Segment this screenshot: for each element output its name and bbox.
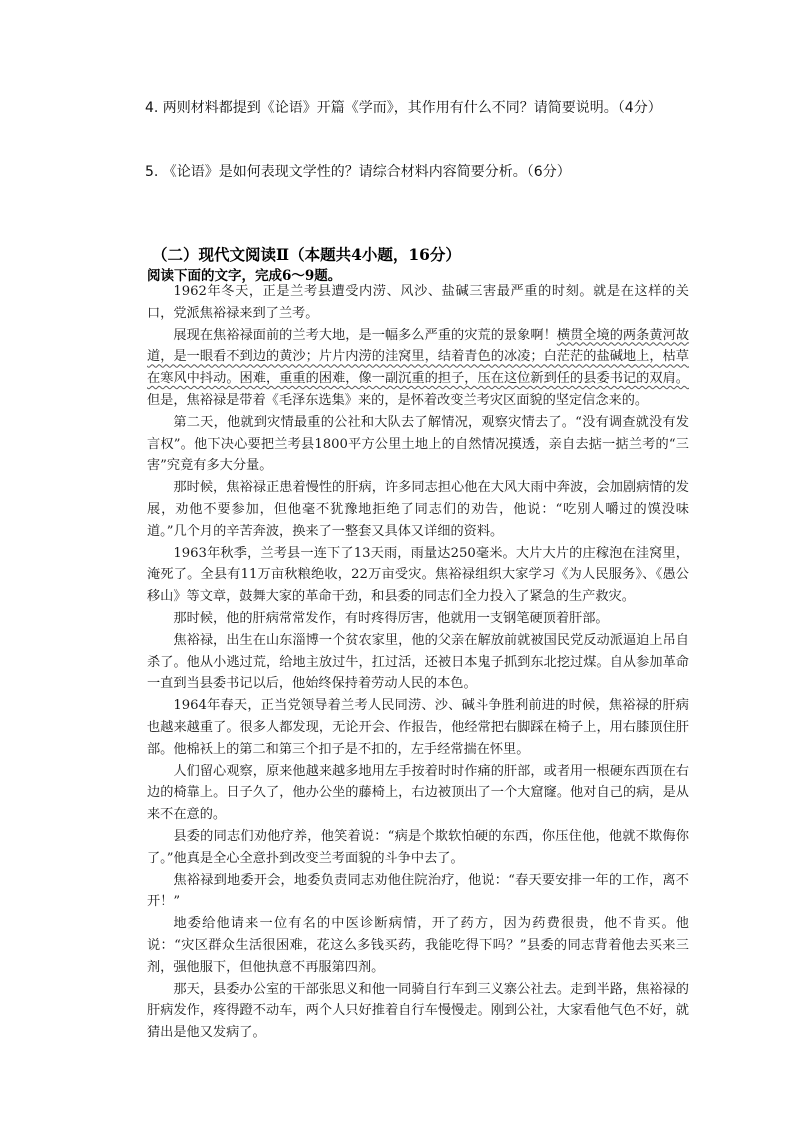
passage-paragraph: 焦裕禄，出生在山东淄博一个贫农家里，他的父亲在解放前就被国民党反动派逼迫上吊自杀了。他从小逃过荒，给地主放过牛，扛过活，还被日本鬼子抓到东北挖过煤。自从参加革命一直到当县委书记以后，他始终保持着劳动人民的本色。	[147, 632, 689, 692]
reading-instruction: 阅读下面的文字，完成6～9题。	[147, 268, 342, 284]
passage-paragraph: 1964年春天，正当党领导着兰考人民同涝、沙、碱斗争胜利前进的时候，焦裕禄的肝病也越来越重了。很多人都发现，无论开会、作报告，他经常把右脚踩在椅子上，用右膝顶住肝部。他棉袄上的第二和第三个扣子是不扣的，左手经常揣在怀里。	[147, 698, 689, 757]
section-title: （二）现代文阅读Ⅱ（本题共4小题，16分）	[152, 245, 461, 264]
question-5: 5. 《论语》是如何表现文学性的？请综合材料内容简要分析。（6分）	[145, 164, 571, 180]
passage-paragraph: 县委的同志们劝他疗养，他笑着说：“病是个欺软怕硬的东西，你压住他，他就不欺侮你了。”他真是全心全意扑到改变兰考面貌的斗争中去了。	[147, 828, 689, 866]
passage-paragraph: 1963年秋季，兰考县一连下了13天雨，雨量达250毫米。大片大片的庄稼泡在洼窝里，淹死了。全县有11万亩秋粮绝收，22万亩受灾。焦裕禄组织大家学习《为人民服务》、《愚公移山》等文章，鼓舞大家的革命干劲，和县委的同志们全力投入了紧急的生产救灾。	[147, 545, 689, 605]
passage-paragraph: 地委给他请来一位有名的中医诊断病情，开了药方，因为药费很贵，他不肯买。他说：“灾区群众生活很困难，花这么多钱买药，我能吃得下吗？”县委的同志背着他去买来三剂，强他服下，但他执意不再服第四剂。	[147, 916, 689, 975]
passage-paragraph: 那时候，他的肝病常常发作，有时疼得厉害，他就用一支钢笔硬顶着肝部。	[173, 610, 609, 626]
passage-text: 但是，焦裕禄是带着《毛泽东选集》来的，是怀着改变兰考灾区面貌的坚定信念来的。	[147, 392, 649, 408]
passage-paragraph: 人们留心观察，原来他越来越多地用左手按着时时作痛的肝部，或者用一根硬东西顶在右边的椅靠上。日子久了，他办公坐的藤椅上，右边被顶出了一个大窟窿。他对自己的病，是从来不在意的。	[147, 763, 689, 823]
wavy-underlined-sentence: 横贯全境的两条黄河故道，是一眼看不到边的黄沙；片片内涝的洼窝里，结着青色的冰凌；白茫茫的盐碱地上，枯草在寒风中抖动。困难，重重的困难，像一副沉重的担子，压在这位新到任的县委书记的双肩。	[147, 327, 690, 387]
passage-paragraph: 第二天，他就到灾情最重的公社和大队去了解情况，观察灾情去了。“没有调查就没有发言权”。他下决心要把兰考县1800平方公里土地上的自然情况摸透，亲自去掂一掂兰考的“三害”究竟有多大分量。	[147, 414, 689, 474]
passage-paragraph: 焦裕禄到地委开会，地委负责同志劝他住院治疗，他说：“春天要安排一年的工作，离不开！”	[147, 872, 689, 910]
passage-paragraph: 那天，县委办公室的干部张思义和他一同骑自行车到三义寨公社去。走到半路，焦裕禄的肝病发作，疼得蹬不动车，两个人只好推着自行车慢慢走。刚到公社，大家看他气色不好，就猜出是他又发病了。	[147, 981, 689, 1041]
passage-paragraph: 那时候，焦裕禄正患着慢性的肝病，许多同志担心他在大风大雨中奔波，会加剧病情的发展，劝他不要参加，但他毫不犹豫地拒绝了同志们的劝告，他说：“吃别人嚼过的馍没味道。”几个月的辛苦奔波，换来了一整套又具体又详细的资料。	[147, 480, 689, 539]
passage-paragraph: 1962年冬天，正是兰考县遭受内涝、风沙、盐碱三害最严重的时刻。就是在这样的关口，党派焦裕禄来到了兰考。	[147, 284, 689, 321]
question-4: 4. 两则材料都提到《论语》开篇《学而》，其作用有什么不同？请简要说明。（4分）	[145, 100, 662, 116]
passage-paragraph	[147, 325, 689, 412]
passage-text: 展现在焦裕禄面前的兰考大地，是一幅多么严重的灾荒的景象啊！	[173, 327, 557, 343]
reading-passage	[147, 281, 689, 1044]
